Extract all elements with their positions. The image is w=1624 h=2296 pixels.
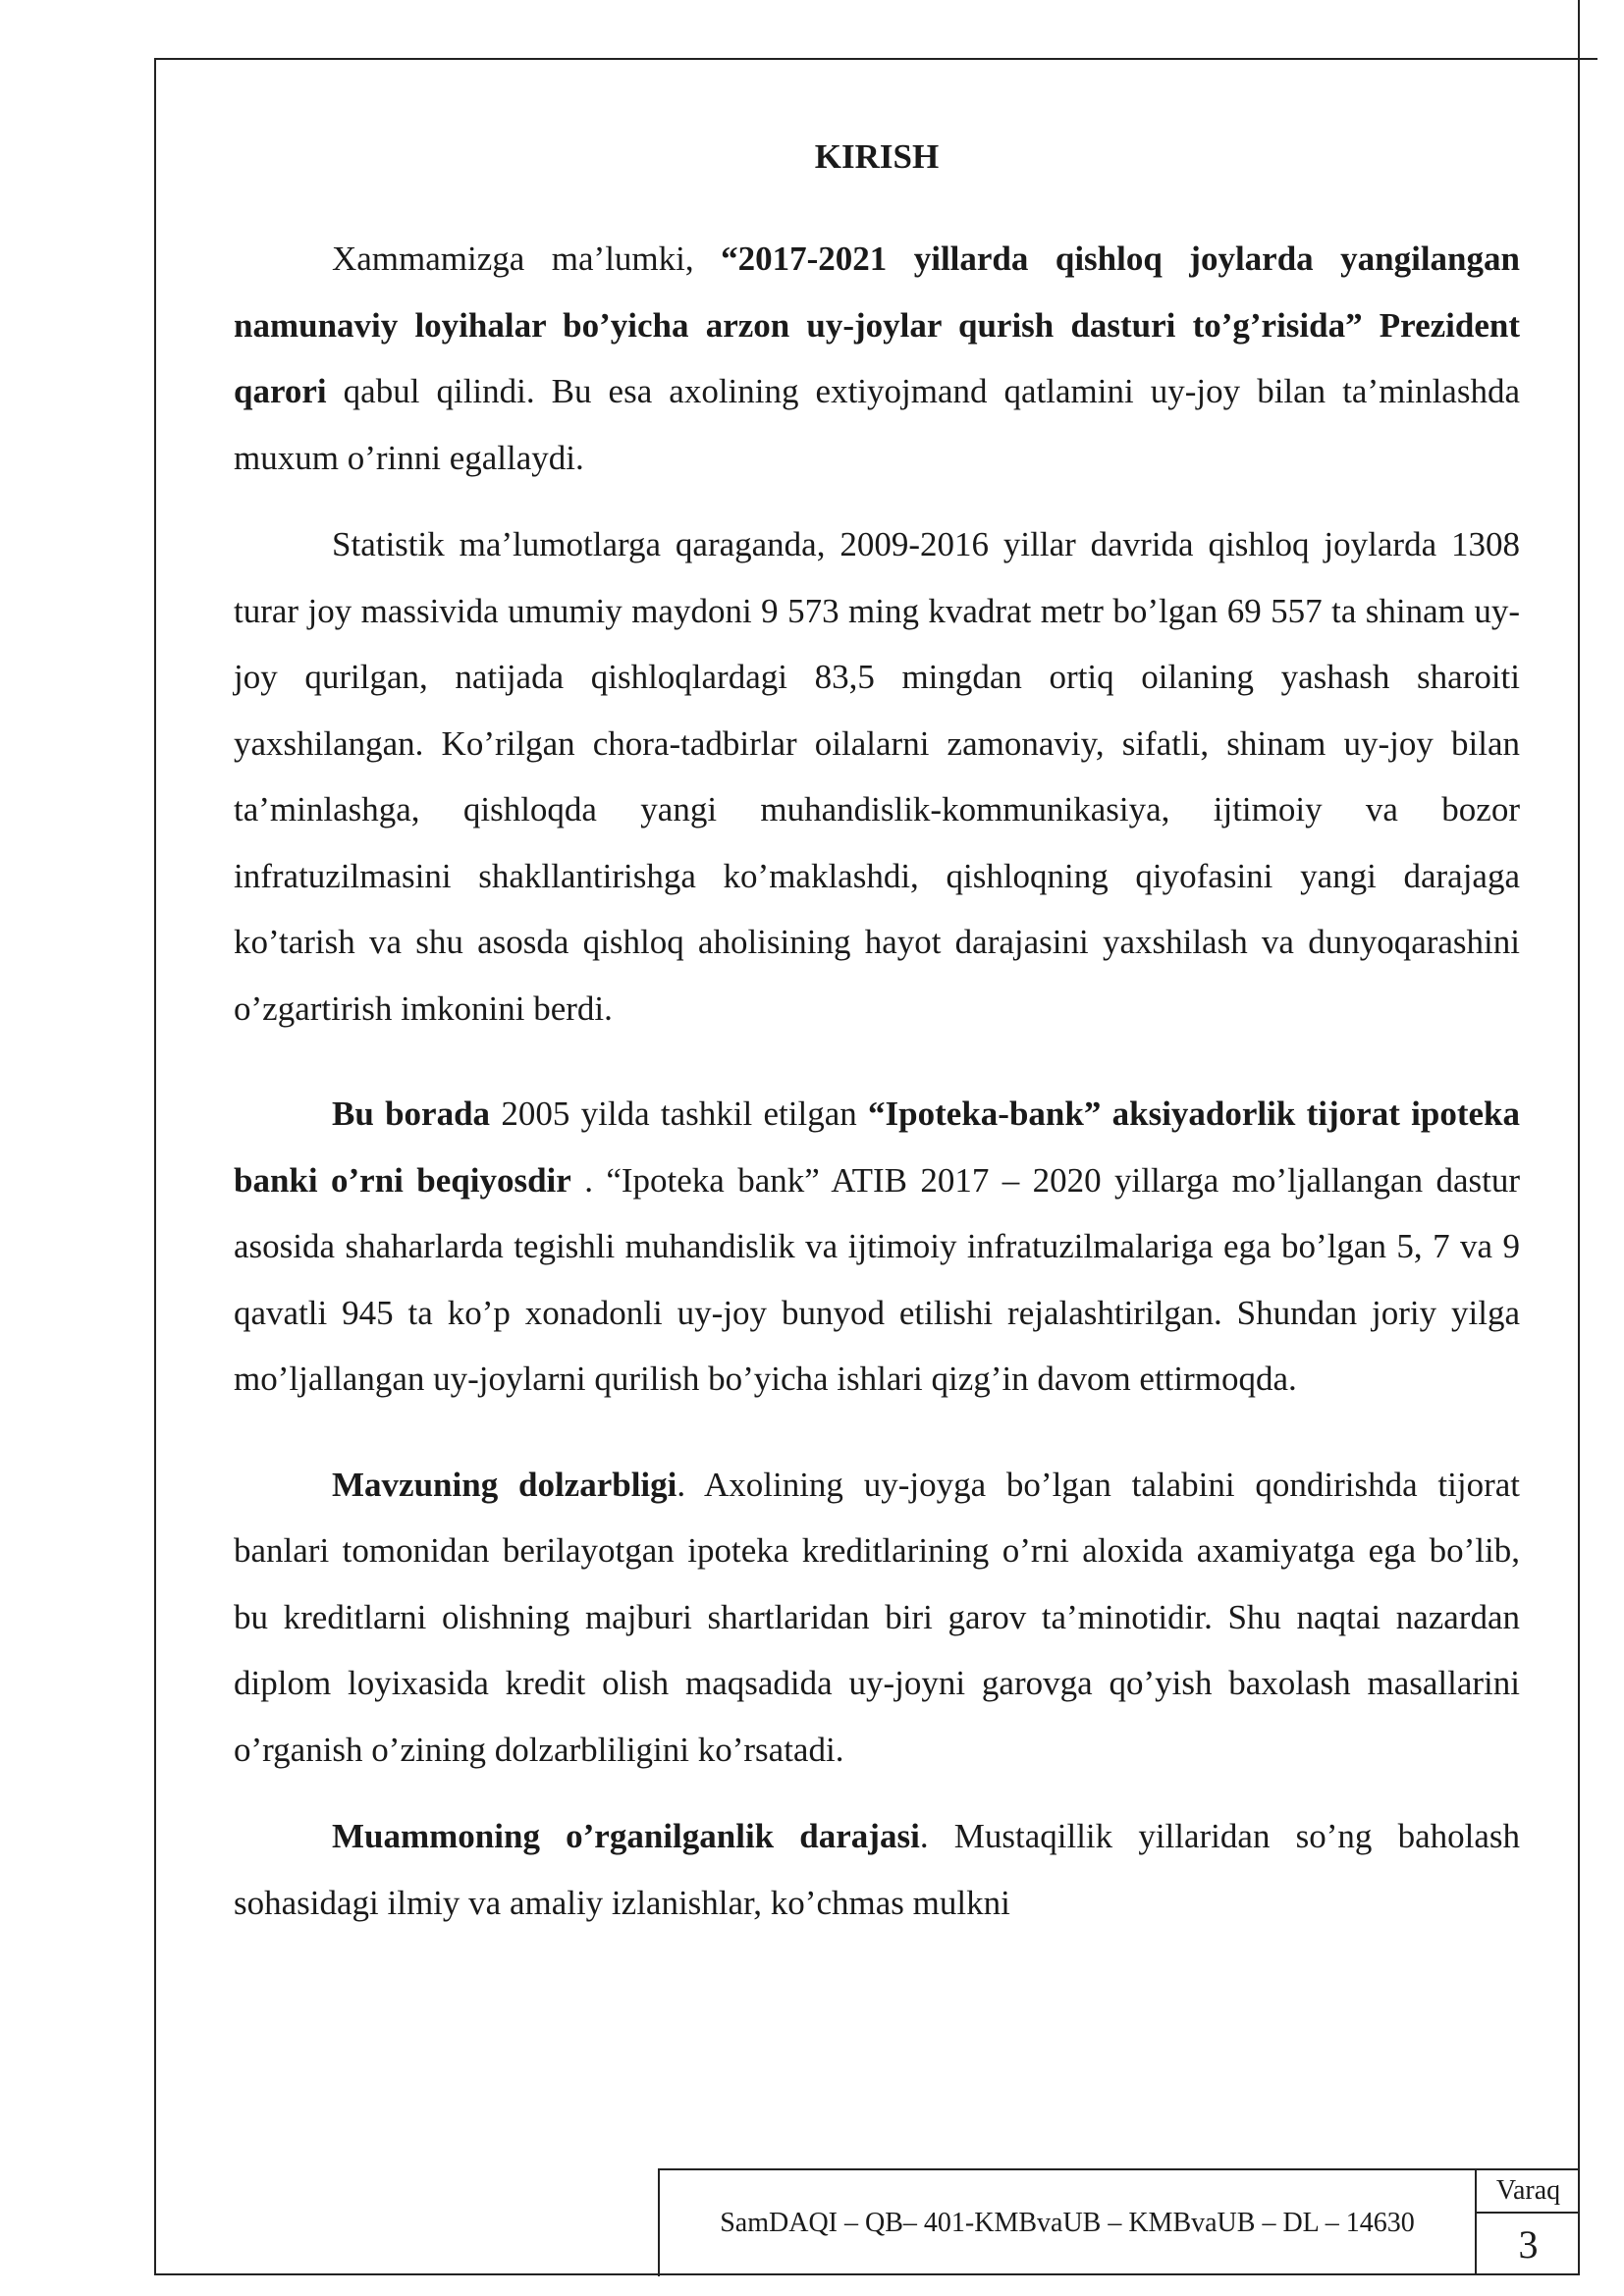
- text-run: . “Ipoteka bank” ATIB 2017 – 2020 yillarga mo’ljallangan dastur asosida shaharlarda tegishli muhandislik va ijtimoiy infratuzilmalariga ega bo’lgan 5, 7 va 9 qavatli 945 ta ko’p xonadonli uy-joy bunyod etilishi rejalashtirilgan. Shundan joriy yilga mo’ljallangan uy-joylarni qurilish bo’yicha ishlari qizg’in davom ettirmoqda.: [234, 1160, 1520, 1398]
- paragraph: [234, 511, 1520, 1041]
- title-block: [658, 2168, 1580, 2276]
- text-run: Xammamizga ma’lumki,: [332, 240, 722, 278]
- document-code: SamDAQI – QB– 401-KMBvaUB – KMBvaUB – DL – 14630: [720, 2208, 1415, 2238]
- sheet-cell: [1475, 2170, 1580, 2274]
- document-body: [234, 128, 1520, 1936]
- text-run: 2005 yilda tashkil etilgan: [490, 1095, 869, 1133]
- bold-text-run: “2017-2021 yillarda qishloq joylarda yangilangan namunaviy loyihalar bo’yicha arzon uy-joylar qurish dasturi to’g’risida” Prezident qarori: [234, 240, 1520, 410]
- sheet-number: 3: [1518, 2221, 1539, 2267]
- paragraph-list: [234, 226, 1520, 1936]
- text-run: qabul qilindi. Bu esa axolining extiyojmand qatlamini uy-joy bilan ta’minlashda muxum o’rinni egallaydi.: [234, 372, 1520, 477]
- paragraph: [234, 226, 1520, 491]
- text-run: Statistik ma’lumotlarga qaraganda, 2009-2016 yillar davrida qishloq joylarda 1308 turar joy massivida umumiy maydoni 9 573 ming kvadrat metr bo’lgan 69 557 ta shinam uy-joy qurilgan, natijada qishloqlardagi 83,5 mingdan ortiq oilaning yashash sharoiti yaxshilangan. Ko’rilgan chora-tadbirlar oilalarni zamonaviy, sifatli, shinam uy-joy bilan ta’minlashga, qishloqda yangi muhandislik-kommunikasiya, ijtimoiy va bozor infratuzilmasini shakllantirishga ko’maklashdi, qishloqning qiyofasini yangi darajaga ko’tarish va shu asosda qishloq aholisining hayot darajasini yaxshilash va dunyoqarashini o’zgartirish imkonini berdi.: [234, 525, 1520, 1028]
- bold-text-run: Bu borada: [332, 1095, 491, 1133]
- paragraph: [234, 1803, 1520, 1936]
- text-run: . Axolining uy-joyga bo’lgan talabini qondirishda tijorat banlari tomonidan berilayotgan ipoteka kreditlarining o’rni aloxida axamiyatga ega bo’lib, bu kreditlarni olishning majburi shartlaridan biri garov ta’minotidir. Shu naqtai nazardan diplom loyixasida kredit olish maqsadida uy-joyni garovga qo’yish baxolash masallarini o’rganish o’zining dolzarbliligini ko’rsatadi.: [234, 1465, 1520, 1769]
- frame-top-border: [154, 58, 1597, 60]
- frame-left-border: [154, 58, 156, 2274]
- paragraph: [234, 1081, 1520, 1413]
- paragraph: [234, 1452, 1520, 1784]
- text-run: . Mustaqillik yillaridan so’ng baholash sohasidagi ilmiy va amaliy izlanishlar, ko’chmas mulkni: [234, 1817, 1520, 1922]
- bold-text-run: Muammoning o’rganilganlik darajasi: [332, 1817, 920, 1855]
- page-title: KIRISH: [814, 137, 940, 176]
- frame-right-border: [1578, 0, 1580, 2274]
- sheet-label: Varaq: [1477, 2170, 1580, 2214]
- bold-text-run: Mavzuning dolzarbligi: [332, 1465, 677, 1504]
- bold-text-run: “Ipoteka-bank” aksiyadorlik tijorat ipoteka banki o’rni beqiyosdir: [234, 1095, 1520, 1200]
